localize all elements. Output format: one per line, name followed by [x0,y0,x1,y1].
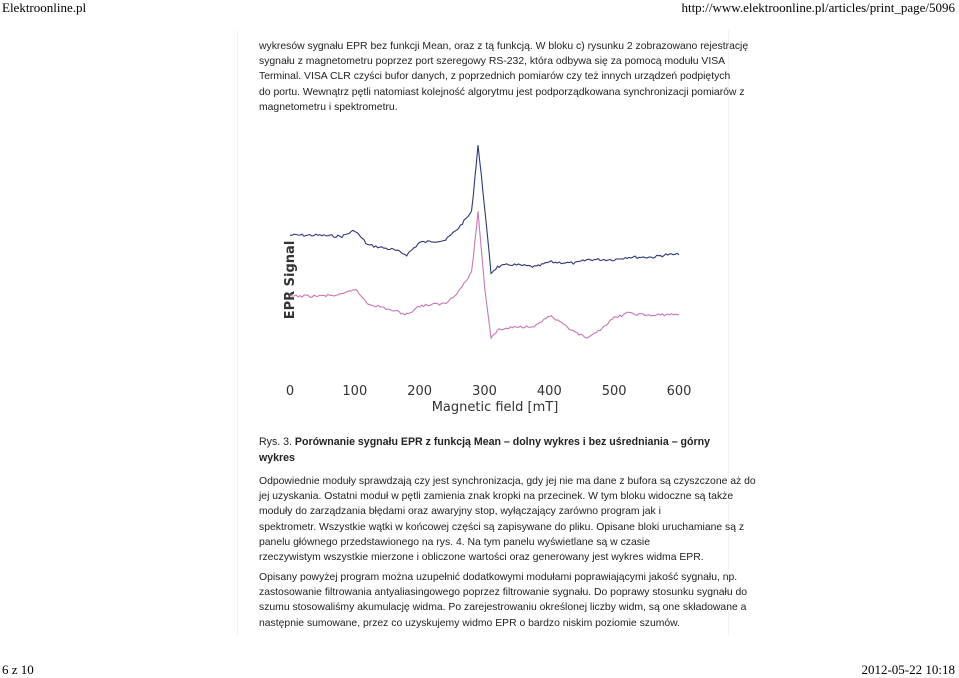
epr-series-line-1 [290,145,679,273]
x-axis-label: Magnetic field [mT] [431,400,559,415]
text-line: spektrometr. Wszystkie wątki w końcowej części są zapisywane do pliku. Opisane bloki uruchamiane są z [259,521,745,533]
epr-series-line-2 [290,211,679,338]
print-footer-date: 2012-05-22 10:18 [861,662,955,677]
caption-prefix: Rys. 3. [259,436,295,448]
x-tick-label: 600 [666,384,692,399]
text-line: moduły do zarządzania błędami oraz awaryjny stop, wyłączający zarówno program jak i [259,506,661,518]
epr-chart [270,140,710,420]
print-header-site: Elektroonline.pl [2,0,87,15]
figure-caption [259,435,721,466]
text-line: Terminal. VISA CLR czyści bufor danych, z poprzednich pomiarów czy też innych urządzeń podpiętych [259,71,731,83]
x-tick-label: 100 [342,384,368,399]
body-paragraph-1 [259,474,756,565]
text-line: następnie sumowane, przez co uzyskujemy widmo EPR o bardzo niskim poziomie szumów. [259,617,680,629]
text-line: Opisany powyżej program można uzupełnić dodatkowymi modułami poprawiającymi jakość sygnału, np. [259,572,738,583]
text-line: panelu głównego przedstawionego na rys. 4. Na tym panelu wyświetlane są w czasie [259,536,651,548]
y-axis-label: EPR Signal [283,240,298,320]
body-paragraph-2 [259,570,748,631]
text-line: magnetometru i spektrometru. [259,101,398,113]
print-footer-page: 6 z 10 [2,662,34,677]
caption-title-cont: wykres [259,451,295,464]
x-tick-label: 0 [285,384,295,399]
text-line: do portu. Wewnątrz pętli natomiast kolejność algorytmu jest podporządkowana synchronizacji pomiarów z [259,86,745,98]
text-line: jej uzyskania. Ostatni moduł w pętli zamienia znak kropki na przecinek. W tym bloku widoczne są także [259,491,734,503]
text-line: szumu stosowaliśmy akumulację widma. Po zarejestrowaniu określonej liczby widm, są one składowane a [259,602,747,614]
x-tick-labels [286,384,692,399]
x-tick-label: 500 [601,384,627,399]
x-tick-label: 300 [472,384,497,399]
text-line: zastosowanie filtrowania antyaliasingowego poprzez filtrowanie sygnału. Do poprawy stosunku sygnału do [259,587,748,599]
series-layer [290,145,679,338]
text-line: rzeczywistym wszystkie mierzone i obliczone wartości oraz generowany jest wykres widma EPR. [259,552,704,564]
print-header-url: http://www.elektroonline.pl/articles/print_page/5096 [681,0,955,15]
text-line: Odpowiednie moduły sprawdzają czy jest synchronizacja, gdy jej nie ma dane z bufora są czyszczone aż do [259,476,756,487]
x-tick-label: 200 [407,384,433,399]
text-line: sygnału z magnetometru poprzez port szeregowy RS-232, która odbywa się za pomocą modułu VISA [259,56,726,68]
x-tick-label: 400 [536,384,562,399]
text-line: wykresów sygnału EPR bez funkcji Mean, oraz z tą funkcją. W bloku c) rysunku 2 zobrazowano rejestrację [259,41,749,52]
intro-paragraph [259,39,749,115]
caption-title: Porównanie sygnału EPR z funkcją Mean – dolny wykres i bez uśredniania – górny [294,436,710,448]
